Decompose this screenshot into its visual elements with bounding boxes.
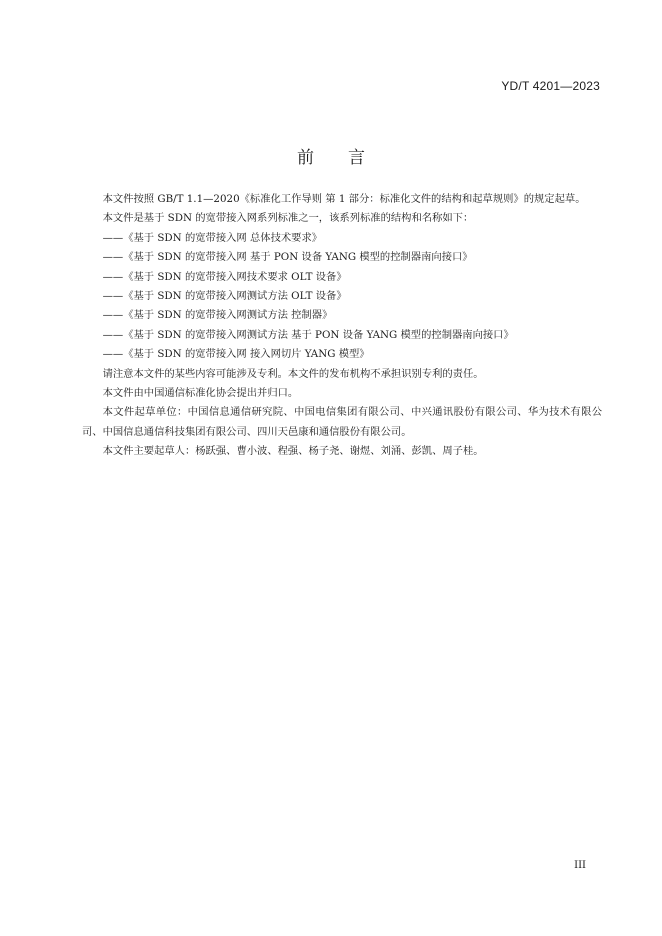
list-item: ——《基于 SDN 的宽带接入网测试方法 控制器》: [102, 309, 333, 322]
document-body: [82, 190, 602, 462]
list-item: ——《基于 SDN 的宽带接入网测试方法 OLT 设备》: [102, 290, 347, 303]
drafting-units-paragraph: 本文件起草单位：中国信息通信研究院、中国电信集团有限公司、中兴通讯股份有限公司、华为技术有限公司、中国信息通信科技集团有限公司、四川天邑康和通信股份有限公司。: [82, 406, 602, 438]
list-item: ——《基于 SDN 的宽带接入网技术要求 OLT 设备》: [102, 270, 347, 283]
series-intro-paragraph: 本文件是基于 SDN 的宽带接入网系列标准之一，该系列标准的结构和名称如下：: [102, 212, 474, 225]
page-title: 前言: [297, 148, 399, 169]
proposer-paragraph: 本文件由中国通信标准化协会提出并归口。: [102, 387, 299, 400]
list-item: ——《基于 SDN 的宽带接入网测试方法 基于 PON 设备 YANG 模型的控制器南向接口》: [102, 328, 514, 341]
patent-notice-paragraph: 请注意本文件的某些内容可能涉及专利。本文件的发布机构不承担识别专利的责任。: [102, 367, 484, 380]
series-list: [82, 229, 602, 365]
list-item: ——《基于 SDN 的宽带接入网 接入网切片 YANG 模型》: [102, 348, 370, 361]
drafters-paragraph: 本文件主要起草人：杨跃强、曹小波、程强、杨子尧、谢煜、刘涌、彭凯、周子桂。: [102, 445, 484, 458]
drafting-rules-paragraph: 本文件按照 GB/T 1.1—2020《标准化工作导则 第 1 部分：标准化文件的结构和起草规则》的规定起草。: [102, 193, 586, 205]
standard-number: YD/T 4201—2023: [501, 79, 600, 93]
list-item: ——《基于 SDN 的宽带接入网 总体技术要求》: [102, 231, 323, 244]
page-number: III: [574, 860, 586, 871]
list-item: ——《基于 SDN 的宽带接入网 基于 PON 设备 YANG 模型的控制器南向接口》: [102, 251, 473, 264]
